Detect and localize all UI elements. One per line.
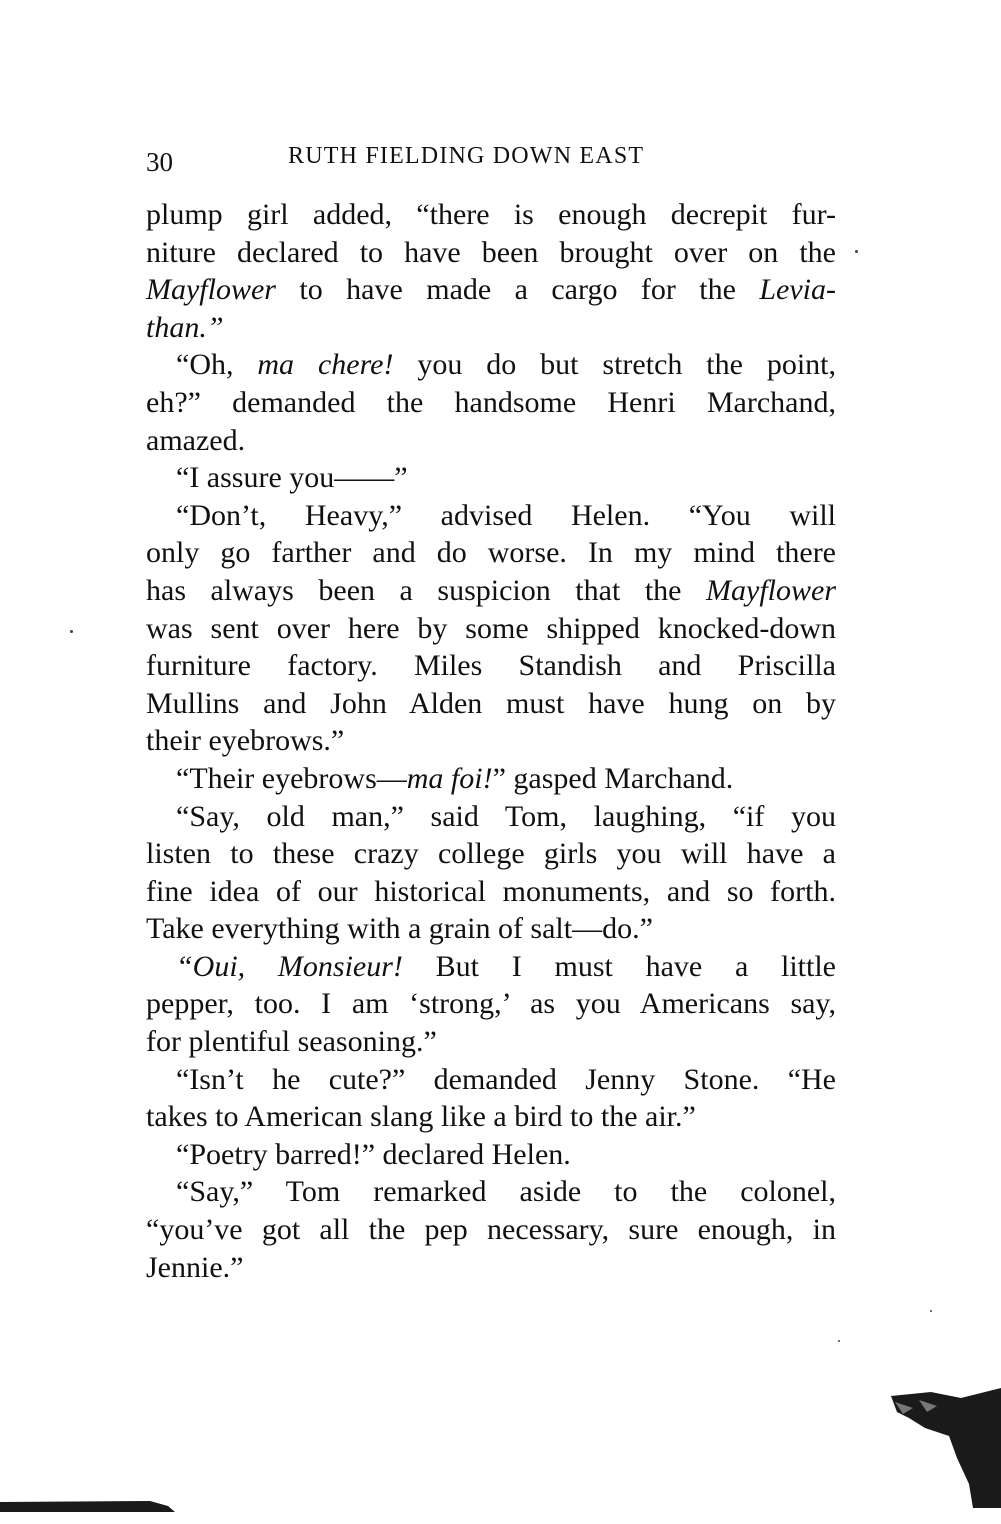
text-line: “Say,” Tom remarked aside to the colonel, xyxy=(176,1175,836,1209)
scan-smudge-artifact xyxy=(891,1388,1001,1508)
text-line: “Oui, Monsieur! But I must have a little xyxy=(176,949,836,983)
text-line: plump girl added, “there is enough decrepit fur- xyxy=(146,198,836,231)
running-head xyxy=(146,143,836,179)
text-line: “Isn’t he cute?” demanded Jenny Stone. “He xyxy=(176,1062,836,1096)
scan-speck xyxy=(70,630,73,633)
scan-speck xyxy=(930,1310,932,1312)
text-line: Mullins and John Alden must have hung on by xyxy=(146,686,836,720)
text-line: niture declared to have been brought over on the xyxy=(146,235,836,269)
text-line: Take everything with a grain of salt—do.” xyxy=(146,912,653,946)
text-line: their eyebrows.” xyxy=(146,724,345,758)
text-line: Jennie.” xyxy=(146,1250,244,1284)
book-title: RUTH FIELDING DOWN EAST xyxy=(288,143,645,169)
text-line: has always been a suspicion that the Mayflower xyxy=(146,573,836,607)
text-line: “you’ve got all the pep necessary, sure enough, in xyxy=(146,1213,836,1247)
text-line: “Oh, ma chere! you do but stretch the point, xyxy=(176,348,837,382)
text-line: amazed. xyxy=(146,423,246,457)
text-line: “I assure you——” xyxy=(176,461,408,495)
scan-edge-artifact xyxy=(0,1500,175,1514)
text-line: only go farther and do worse. In my mind there xyxy=(146,536,836,570)
text-line: than.” xyxy=(146,310,224,344)
text-line: furniture factory. Miles Standish and Priscilla xyxy=(146,649,836,683)
text-line: eh?” demanded the handsome Henri Marchand, xyxy=(146,385,836,419)
text-line: listen to these crazy college girls you will have a xyxy=(146,837,836,871)
text-line: Mayflower to have made a cargo for the Levia- xyxy=(146,273,836,307)
text-line: fine idea of our historical monuments, and so forth. xyxy=(146,874,836,908)
text-line: for plentiful seasoning.” xyxy=(146,1025,437,1059)
scan-speck xyxy=(838,1340,840,1342)
text-line: “Say, old man,” said Tom, laughing, “if you xyxy=(176,799,836,833)
text-line: takes to American slang like a bird to the air.” xyxy=(146,1100,696,1134)
body-text xyxy=(146,196,836,1286)
text-line: “Poetry barred!” declared Helen. xyxy=(176,1137,571,1171)
text-line: was sent over here by some shipped knocked-down xyxy=(146,611,836,645)
scan-speck xyxy=(855,250,858,253)
text-line: “Their eyebrows—ma foi!” gasped Marchand. xyxy=(176,761,734,795)
page-number: 30 xyxy=(146,147,173,177)
text-line: “Don’t, Heavy,” advised Helen. “You will xyxy=(176,498,836,532)
text-line: pepper, too. I am ‘strong,’ as you Americans say, xyxy=(146,987,836,1021)
